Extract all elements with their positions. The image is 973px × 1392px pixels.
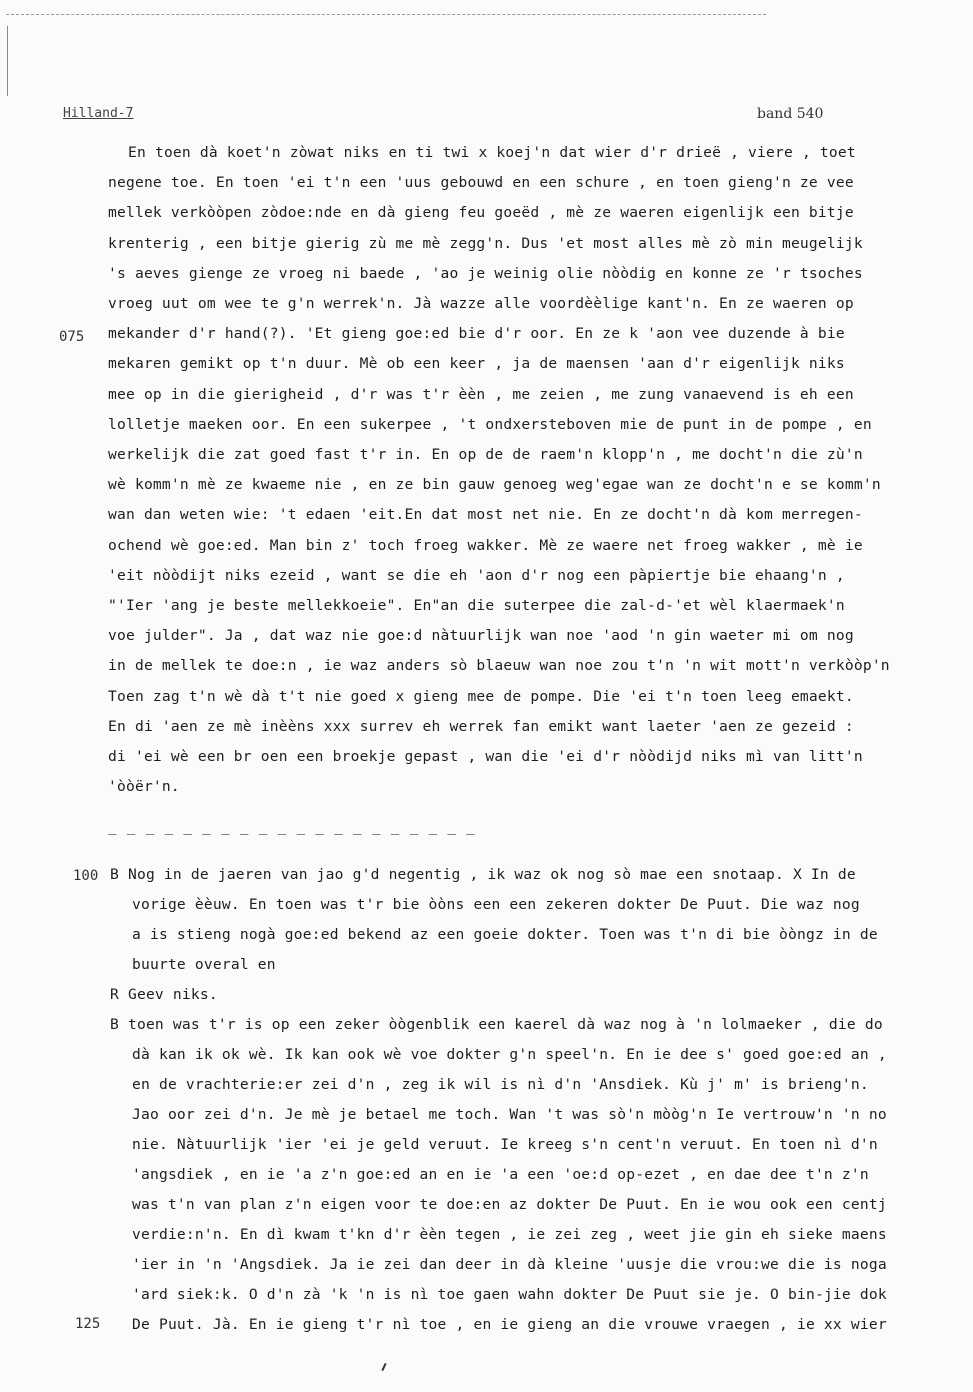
line-number-075: 075: [59, 329, 85, 345]
top-edge-line: [6, 14, 766, 15]
text-line: ochend wè goe:ed. Man bin z' toch froeg wakker. Mè ze waere net froeg wakker , mè ie: [108, 537, 863, 554]
text-line: negene toe. En toen 'ei t'n een 'uus gebouwd en een schure , en toen gieng'n ze vee: [108, 174, 854, 191]
text-line: 's aeves gienge ze vroeg ni baede , 'ao je weinig olie nòòdig en konne ze 'r tsoches: [108, 265, 863, 282]
text-line: Toen zag t'n wè dà t't nie goed x gieng mee de pompe. Die 'ei t'n toen leeg emaekt.: [108, 688, 854, 705]
line-number-125: 125: [75, 1316, 101, 1332]
section-divider: _ _ _ _ _ _ _ _ _ _ _ _ _ _ _ _ _ _ _ _: [108, 819, 476, 835]
text-line: 'ard siek:k. O d'n zà 'k 'n is nì toe gaen wahn dokter De Puut sie je. O bin-jie dok: [132, 1286, 887, 1303]
text-line: en de vrachterie:er zei d'n , zeg ik wil is nì d'n 'Ansdiek. Kù j' m' is brieng'n.: [132, 1076, 869, 1093]
text-line: De Puut. Jà. En ie gieng t'r nì toe , en ie gieng an die vrouwe vraegen , ie xx wier: [132, 1316, 887, 1333]
text-line: was t'n van plan z'n eigen voor te doe:en az dokter De Puut. En ie wou ook een centj: [132, 1196, 887, 1213]
text-line: 'òòër'n.: [108, 778, 180, 795]
text-line: B Nog in de jaeren van jao g'd negentig , ik waz ok nog sò mae een snotaap. X In de: [110, 866, 856, 883]
document-code: Hilland-7: [63, 106, 134, 121]
left-margin-mark: [7, 26, 8, 96]
text-line: mellek verkòòpen zòdoe:nde en dà gieng feu goeëd , mè ze waeren eigenlijk een bitje: [108, 204, 854, 221]
stray-pen-mark: [381, 1363, 386, 1371]
text-line: mekander d'r hand(?). 'Et gieng goe:ed bie d'r oor. En ze k 'aon vee duzende à bie: [108, 325, 845, 342]
text-line: di 'ei wè een br oen een broekje gepast , wan die 'ei d'r nòòdijd niks mì van litt'n: [108, 748, 863, 765]
text-line: wan dan weten wie: 't edaen 'eit.En dat most net nie. En ze docht'n dà kom merregen-: [108, 506, 863, 523]
text-line: vorige èèuw. En toen was t'r bie òòns een een zekeren dokter De Puut. Die waz nog: [132, 896, 860, 913]
text-line: dà kan ik ok wè. Ik kan ook wè voe dokter g'n speel'n. En ie dee s' goed goe:ed an ,: [132, 1046, 887, 1063]
text-line: nie. Nàtuurlijk 'ier 'ei je geld veruut. Ie kreeg s'n cent'n veruut. En toen nì d'n: [132, 1136, 878, 1153]
text-line: R Geev niks.: [110, 986, 218, 1003]
text-line: En di 'aen ze mè inèèns xxx surrev eh werrek fan emikt want laeter 'aen ze gezeid :: [108, 718, 854, 735]
line-number-100: 100: [73, 868, 99, 884]
text-line: krenterig , een bitje gierig zù me mè zegg'n. Dus 'et most alles mè zò min meugelijk: [108, 235, 863, 252]
text-line: wè komm'n mè ze kwaeme nie , en ze bin gauw genoeg weg'egae wan ze docht'n e se komm'n: [108, 476, 881, 493]
text-line: in de mellek te doe:n , ie waz anders sò blaeuw wan noe zou t'n 'n wit mott'n verkòòp'n: [108, 657, 890, 674]
text-line: En toen dà koet'n zòwat niks en ti twi x koej'n dat wier d'r drieë , viere , toet: [128, 144, 856, 161]
text-line: verdie:n'n. En dì kwam t'kn d'r èèn tegen , ie zei zeg , weet jie gin eh sieke maens: [132, 1226, 887, 1243]
text-line: "'Ier 'ang je beste mellekkoeie". En"an die suterpee die zal-d-'et wèl klaermaek'n: [108, 597, 845, 614]
text-line: mee op in die gierigheid , d'r was t'r èèn , me zeien , me zung vanaevend is eh een: [108, 386, 854, 403]
text-line: werkelijk die zat goed fast t'r in. En op de de raem'n klopp'n , me docht'n die zù'n: [108, 446, 863, 463]
text-line: Jao oor zei d'n. Je mè je betael me toch. Wan 't was sò'n mòòg'n Ie vertrouw'n 'n no: [132, 1106, 887, 1123]
text-line: buurte overal en: [132, 956, 276, 973]
text-line: B toen was t'r is op een zeker òògenblik een kaerel dà waz nog à 'n lolmaeker , die do: [110, 1016, 883, 1033]
text-line: mekaren gemikt op t'n duur. Mè ob een keer , ja de maensen 'aan d'r eigenlijk niks: [108, 355, 845, 372]
band-number: band 540: [757, 106, 824, 122]
text-line: 'angsdiek , en ie 'a z'n goe:ed an en ie 'a een 'oe:d op-ezet , en dae dee t'n z'n: [132, 1166, 869, 1183]
text-line: 'eit nòòdijt niks ezeid , want se die eh 'aon d'r nog een pàpiertje bie ehaang'n ,: [108, 567, 845, 584]
text-line: 'ier in 'n 'Angsdiek. Ja ie zei dan deer in dà kleine 'uusje die vrou:we die is noga: [132, 1256, 887, 1273]
text-line: vroeg uut om wee te g'n werrek'n. Jà wazze alle voordèèlige kant'n. En ze waeren op: [108, 295, 854, 312]
text-line: lolletje maeken oor. En een sukerpee , 't ondxersteboven mie de punt in de pompe , en: [108, 416, 872, 433]
text-line: a is stieng nogà goe:ed bekend az een goeie dokter. Toen was t'n di bie òòngz in de: [132, 926, 878, 943]
text-line: voe julder". Ja , dat waz nie goe:d nàtuurlijk wan noe 'aod 'n gin waeter mi om nog: [108, 627, 854, 644]
